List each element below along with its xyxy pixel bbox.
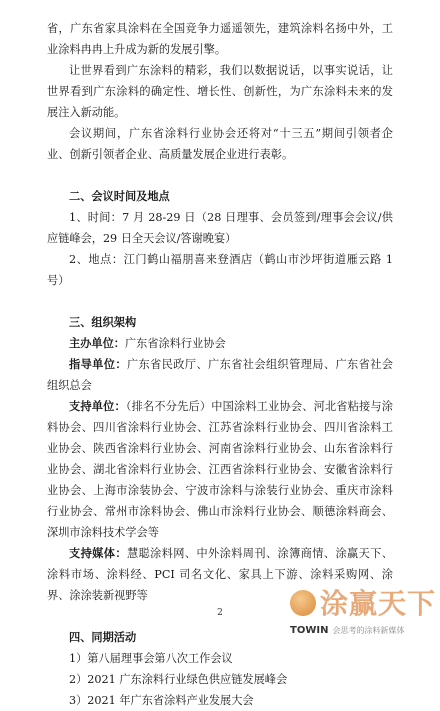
intro-paragraph-2: 让世界看到广东涂料的精彩，我们以数据说话，以事实说话，让世界看到广东涂料的确定性、增长性、创新性，为广东涂料未来的发展注入新动能。	[47, 64, 393, 119]
host-label: 主办单位：	[69, 336, 125, 350]
guide-value: 广东省民政厅、广东省社会组织管理局、广东省社会组织总会	[47, 358, 393, 392]
watermark-subtitle	[290, 625, 404, 636]
section-heading-organization: 三、组织架构	[69, 315, 137, 329]
media-label: 支持媒体：	[69, 546, 127, 560]
guide-label: 指导单位：	[69, 357, 127, 371]
media-value: 慧聪涂料网、中外涂料周刊、涂簿商情、涂赢天下、涂料市场、涂料经、PCI 司名文化、家具上下游、涂料采购网、涂界、涂涂装新视野等	[47, 547, 393, 602]
support-label: 支持单位：	[69, 399, 126, 413]
host-value: 广东省涂料行业协会	[124, 337, 226, 350]
section-heading-activities: 四、同期活动	[69, 630, 137, 644]
activity-item: 3）2021 年广东省涂料产业发展大会	[69, 694, 254, 707]
watermark-brand: 涂赢天下	[320, 587, 437, 620]
page-number: 2	[217, 608, 223, 618]
activity-item: 2）2021 广东涂料行业绿色供应链发展峰会	[69, 673, 288, 686]
meeting-place: 2、地点：江门鹤山福朋喜来登酒店（鹤山市沙坪街道雁云路 1 号）	[47, 253, 393, 287]
support-value: （排名不分先后）中国涂料工业协会、河北省粘接与涂料协会、四川省涂料行业协会、江苏省涂料行业协会、四川省涂料工业协会、陕西省涂料行业协会、河南省涂料行业协会、山东省涂料行业协会、湖北省涂料行业协会、江西省涂料行业协会、安徽省涂料行业协会、上海市涂装协会、宁波市涂料与涂装行业协会、重庆市涂料行业协会、常州市涂料协会、佛山市涂料行业协会、顺德涂料商会、深圳市涂料技术学会等	[47, 400, 393, 539]
intro-paragraph-3: 会议期间，广东省涂料行业协会还将对“十三五”期间引领者企业、创新引领者企业、高质量发展企业进行表彰。	[47, 127, 393, 161]
watermark-latin: TOWIN	[290, 625, 329, 636]
brand-badge-icon	[290, 590, 316, 616]
activity-item: 1）第八届理事会第八次工作会议	[69, 652, 233, 665]
intro-paragraph-continued: 省，广东省家具涂料在全国竞争力遥遥领先，建筑涂料名扬中外，工业涂料冉冉上升成为新的发展引擎。	[47, 22, 393, 56]
watermark-tagline: 会思考的涂料新媒体	[332, 626, 405, 635]
host-unit	[47, 333, 393, 354]
guide-unit	[47, 354, 393, 396]
section-heading-time-place: 二、会议时间及地点	[69, 189, 170, 203]
support-units	[47, 396, 393, 543]
meeting-time: 1、时间：7 月 28-29 日（28 日理事、会员签到/理事会会议/供应链峰会，29 日全天会议/答谢晚宴）	[47, 211, 393, 245]
